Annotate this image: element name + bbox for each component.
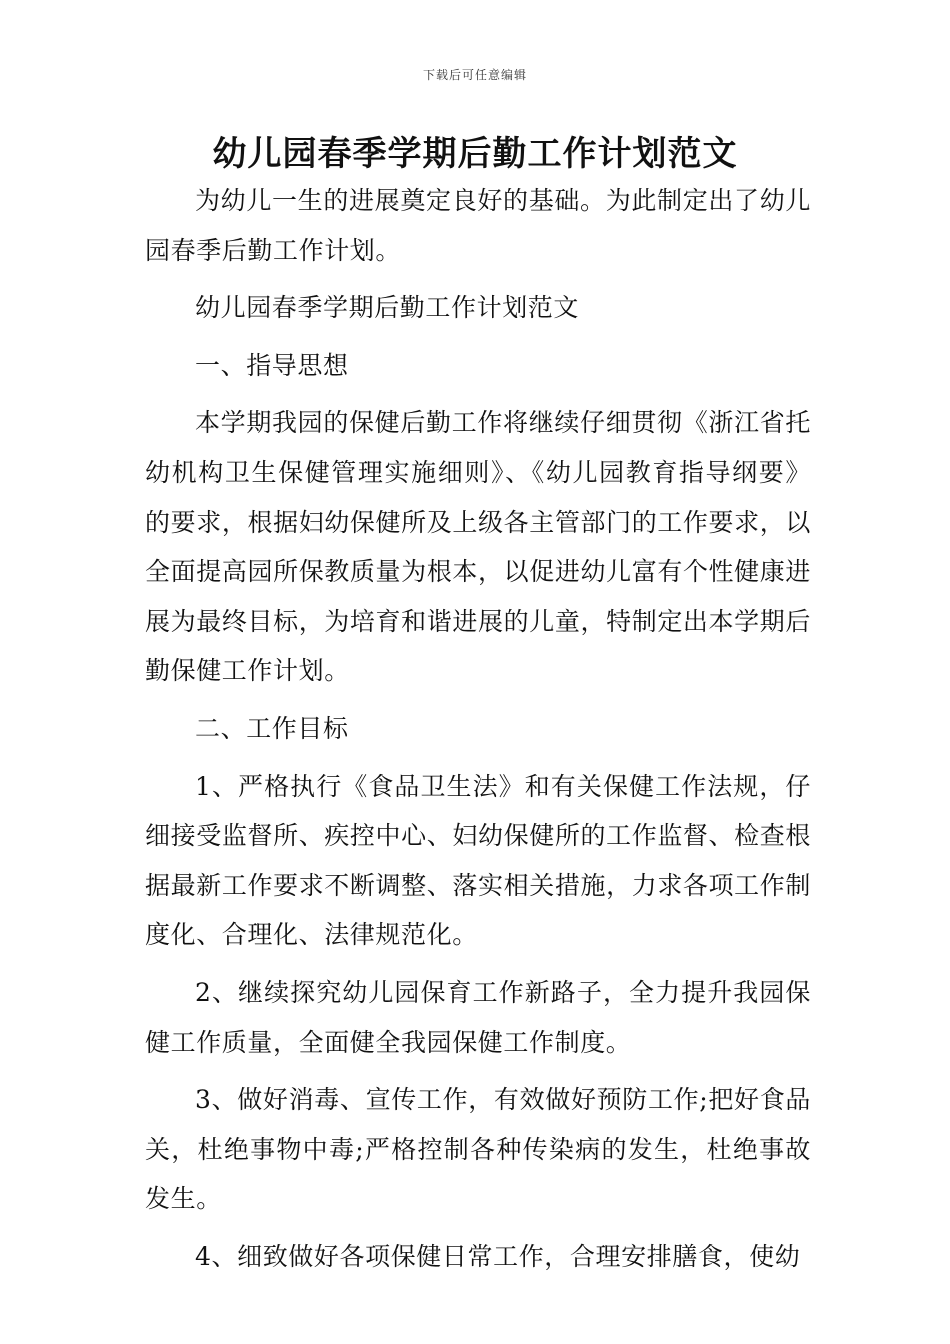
paragraph-guiding-thought: 本学期我园的保健后勤工作将继续仔细贯彻《浙江省托幼机构卫生保健管理实施细则》、《幼儿园教育指导纲要》的要求，根据妇幼保健所及上级各主管部门的工作要求，以全面提高园所保教质量为根本，以促进幼儿富有个性健康进展为最终目标，为培育和谐进展的儿童，特制定出本学期后勤保健工作计划。 — [145, 408, 811, 686]
goal-item-4: 4、细致做好各项保健日常工作，合理安排膳食，使幼 — [195, 1241, 801, 1271]
section-heading-work-goals: 二、工作目标 — [195, 713, 349, 743]
section-heading-guiding-thought: 一、指导思想 — [195, 350, 349, 380]
paragraph-subtitle: 幼儿园春季学期后勤工作计划范文 — [195, 293, 580, 323]
goal-item-2: 2、继续探究幼儿园保育工作新路子，全力提升我园保健工作质量，全面健全我园保健工作制度。 — [145, 977, 811, 1057]
document-title: 幼儿园春季学期后勤工作计划范文 — [212, 134, 738, 174]
document-body — [145, 176, 811, 1281]
page-header-note: 下载后可任意编辑 — [422, 68, 527, 82]
goal-item-3: 3、做好消毒、宣传工作，有效做好预防工作;把好食品关，杜绝事物中毒;严格控制各种传染病的发生，杜绝事故发生。 — [145, 1085, 811, 1214]
goal-item-1: 1、严格执行《食品卫生法》和有关保健工作法规，仔细接受监督所、疾控中心、妇幼保健所的工作监督、检查根据最新工作要求不断调整、落实相关措施，力求各项工作制度化、合理化、法律规范化。 — [145, 771, 811, 950]
paragraph-intro: 为幼儿一生的进展奠定良好的基础。为此制定出了幼儿园春季后勤工作计划。 — [145, 186, 811, 265]
